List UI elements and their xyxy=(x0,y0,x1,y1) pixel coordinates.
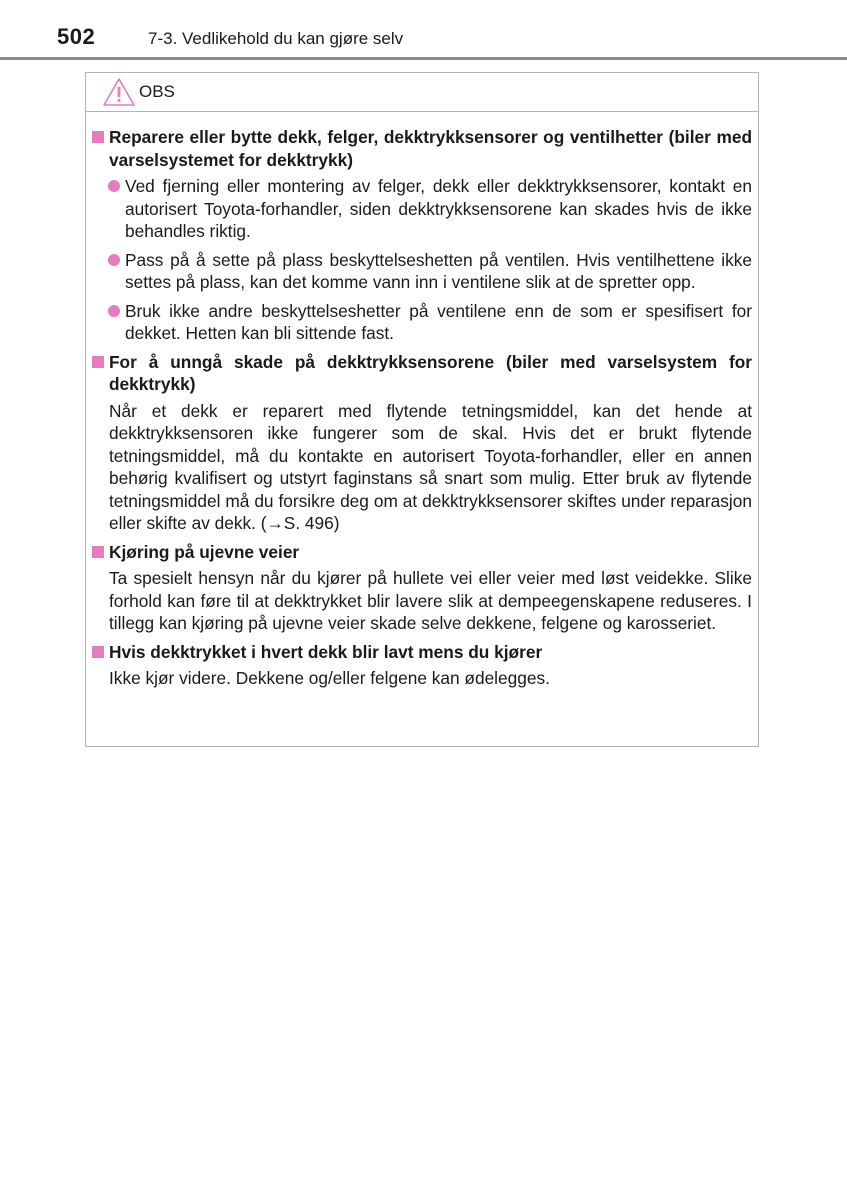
square-bullet-icon xyxy=(92,356,104,368)
page-header xyxy=(0,0,847,62)
header-divider xyxy=(0,57,847,60)
section-heading: Hvis dekktrykket i hvert dekk blir lavt mens du kjører xyxy=(92,641,752,664)
circle-bullet-icon xyxy=(108,180,120,192)
warning-triangle-icon xyxy=(102,77,136,107)
circle-bullet-icon xyxy=(108,305,120,317)
section-tire-repair xyxy=(92,126,752,345)
page-number: 502 xyxy=(57,24,96,49)
caution-label: OBS xyxy=(139,82,175,101)
section-heading: For å unngå skade på dekktrykksensorene (biler med varselsystem for dekktrykk) xyxy=(92,351,752,396)
section-heading: Kjøring på ujevne veier xyxy=(92,541,752,564)
circle-bullet-icon xyxy=(108,254,120,266)
section-rough-roads xyxy=(92,541,752,635)
chapter-title: 7-3. Vedlikehold du kan gjøre selv xyxy=(148,29,404,48)
caution-box xyxy=(85,72,759,747)
list-item: Bruk ikke andre beskyttelseshetter på ventilene enn de som er spesifisert for dekket. Hetten kan bli sittende fast. xyxy=(108,300,752,345)
section-paragraph: Når et dekk er reparert med flytende tetningsmiddel, kan det hende at dekktrykksensoren ikke fungerer som de skal. Hvis det er brukt flytende tetningsmiddel, må du kontakte en autorisert Toyota-forhandler, eller en annen behørig kvalifisert og utstyrt faginstans så snart som mulig. Etter bruk av flytende tetningsmiddel må du forsikre deg om at dekktrykksensorer skiftes under reparasjon eller skifte av dekk. (→S. 496) xyxy=(109,400,752,533)
section-sensor-damage xyxy=(92,351,752,535)
section-heading: Reparere eller bytte dekk, felger, dekktrykksensorer og ventilhetter (biler med varselsystemet for dekktrykk) xyxy=(92,126,752,171)
section-paragraph: Ta spesielt hensyn når du kjører på hullete vei eller veier med løst veidekke. Slike forhold kan føre til at dekktrykket blir lavere slik at dempeegenskapene reduseres. I tillegg kan kjøring på ujevne veier skade selve dekkene, felgene og karosseriet. xyxy=(109,568,752,633)
square-bullet-icon xyxy=(92,546,104,558)
square-bullet-icon xyxy=(92,131,104,143)
section-low-pressure xyxy=(92,641,752,690)
square-bullet-icon xyxy=(92,646,104,658)
list-item: Pass på å sette på plass beskyttelseshetten på ventilen. Hvis ventilhettene ikke settes på plass, kan det komme vann inn i ventilene slik at de spretter opp. xyxy=(108,249,752,294)
list-item: Ved fjerning eller montering av felger, dekk eller dekktrykksensorer, kontakt en autorisert Toyota-forhandler, siden dekktrykksensorene kan skades hvis de ikke behandles riktig. xyxy=(108,175,752,243)
caution-body xyxy=(86,112,758,690)
section-paragraph: Ikke kjør videre. Dekkene og/eller felgene kan ødelegges. xyxy=(109,668,550,688)
caution-header xyxy=(86,73,758,112)
